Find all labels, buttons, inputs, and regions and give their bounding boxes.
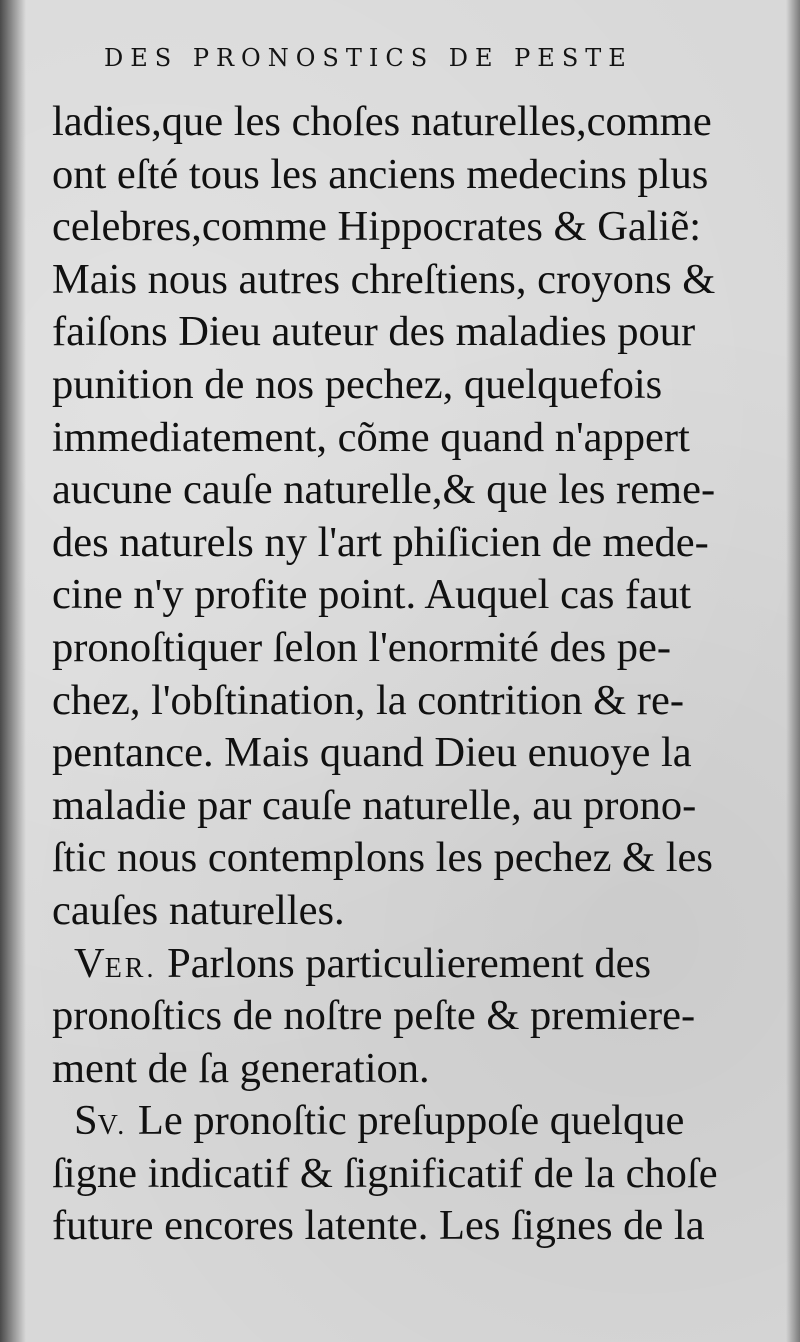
text-line: aucune cauſe naturelle,& que les reme-: [52, 466, 716, 514]
text-line: ſtic nous contemplons les pechez & les: [52, 834, 713, 882]
running-head: DES PRONOSTICS DE PESTE: [104, 44, 633, 72]
text-line: pronoſtics de noſtre peſte & premiere-: [52, 992, 696, 1040]
text-line: pronoſtiquer ſelon l'enormité des pe-: [52, 623, 672, 671]
su-speaker-small-caps: V.: [97, 1110, 128, 1142]
ver-speaker-initial: V: [74, 939, 105, 987]
ver-speaker-small-caps: ER.: [104, 952, 157, 984]
su-speaker-initial: S: [74, 1097, 98, 1145]
text-line: ladies,que les choſes naturelles,comme: [52, 98, 712, 145]
text-line: immediatement, cõme quand n'appert: [52, 413, 690, 461]
text-line: ment de ſa generation.: [52, 1044, 430, 1092]
text-line: future encores latente. Les ſignes de la: [52, 1202, 705, 1250]
ver-first-line-text: Parlons particulierement des: [156, 939, 651, 987]
text-line: cauſes naturelles.: [52, 886, 345, 934]
gutter-shadow: [0, 0, 26, 1342]
su-paragraph-first-line: [52, 1095, 792, 1148]
text-line: punition de nos pechez, quelquefois: [52, 360, 663, 408]
text-line: ont eſté tous les anciens medecins plus: [52, 150, 709, 198]
text-line: Mais nous autres chreſtiens, croyons &: [52, 255, 716, 303]
ver-paragraph-first-line: [52, 938, 792, 991]
text-line: cine n'y profite point. Auquel cas faut: [52, 571, 692, 619]
text-line: celebres,comme Hippocrates & Galiẽ:: [52, 203, 702, 251]
text-line: des naturels ny l'art phiſicien de mede-: [52, 518, 709, 566]
body-text: [52, 96, 792, 1253]
text-line: ſigne indicatif & ſignificatif de la choſe: [52, 1149, 718, 1197]
text-line: maladie par cauſe naturelle, au prono-: [52, 781, 697, 829]
text-line: pentance. Mais quand Dieu enuoye la: [52, 729, 692, 777]
text-line: chez, l'obſtination, la contrition & re-: [52, 676, 684, 724]
text-line: faiſons Dieu auteur des maladies pour: [52, 308, 696, 356]
su-first-line-text: Le pronoſtic preſuppoſe quelque: [127, 1097, 685, 1145]
